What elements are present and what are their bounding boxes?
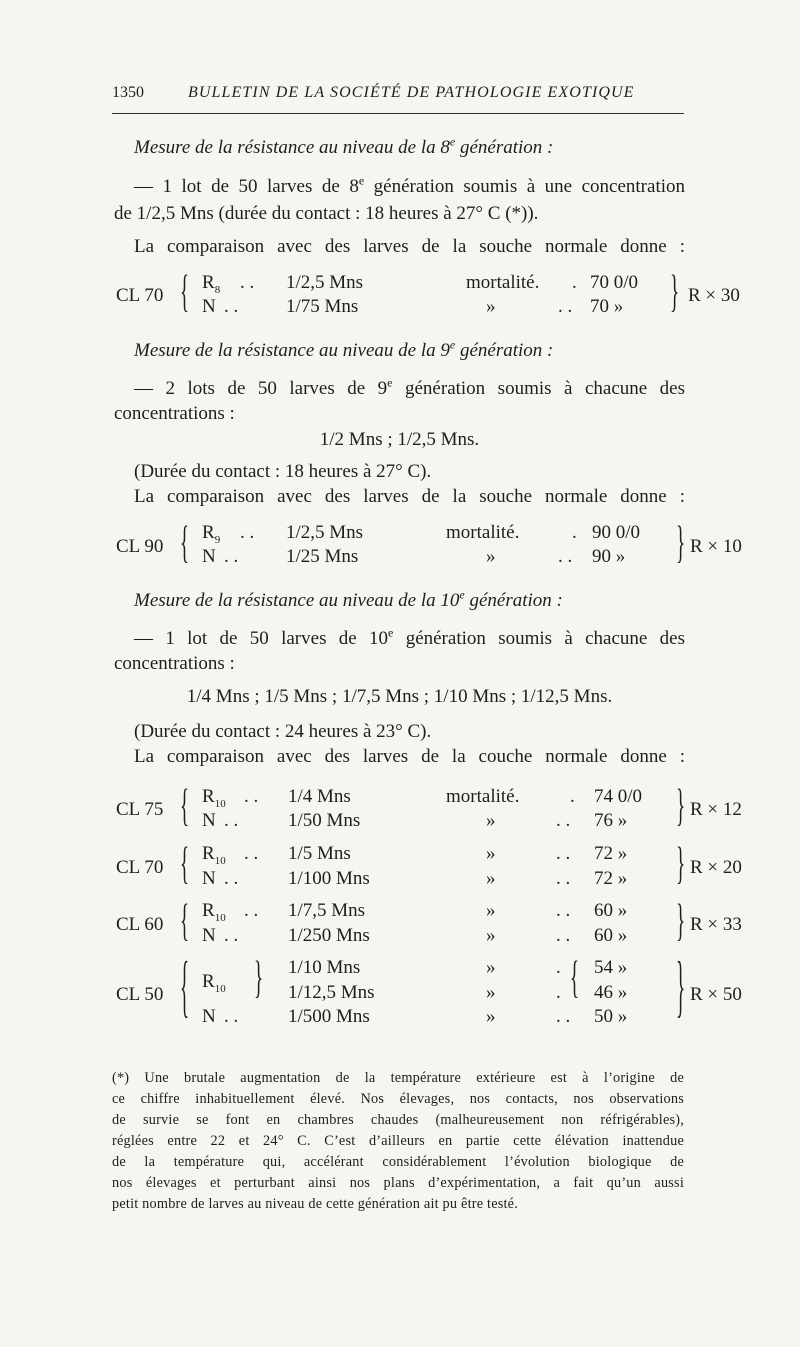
right-brace: } [670,267,680,318]
header-rule [112,113,684,114]
leader-dots: . [572,522,577,543]
leader-dots: . . [224,296,239,317]
left-brace: { [180,839,190,890]
mortality-label: » [486,1006,496,1027]
mortality-label: » [486,982,496,1003]
concentration: 1/5 Mns [288,843,351,864]
leader-dots: . . [224,925,239,946]
strain-label: $R_{10}$ [202,900,226,924]
leader-dots: . . [244,900,259,921]
mortality-label: mortalité. [446,522,520,543]
resistance-factor: R × 50 [690,984,742,1005]
strain-label: N [202,546,216,567]
mortality-label: mortalité. [446,786,520,807]
footnote-line: nos élevages et perturbant ainsi nos plans d’expérimentation, a fait qu’un aussi [112,1175,684,1191]
leader-dots: . [572,272,577,293]
mortality-label: » [486,843,496,864]
mortality-percent: 76 » [594,810,628,831]
paragraph-line: (Durée du contact : 24 heures à 23° C). [134,721,432,742]
mortality-percent: 54 » [594,957,628,978]
mortality-percent: 74 0/0 [594,786,643,807]
leader-dots: . . [556,810,571,831]
mortality-label: » [486,546,496,567]
concentration: 1/500 Mns [288,1006,370,1027]
mortality-percent: 70 0/0 [590,272,639,293]
cl-label: CL 70 [116,857,164,878]
concentration: 1/2,5 Mns [286,522,364,543]
footnote-line: réglées entre 22 et 24° C. C’est d’ailleurs en partie cette élévation inattendue [112,1133,684,1149]
leader-dots: . . [244,786,259,807]
paragraph-line: (Durée du contact : 18 heures à 27° C). [134,461,432,482]
paragraph-line: — 1 lot de 50 larves de 8e génération soumis à une concentration [134,173,685,197]
resistance-factor: R × 30 [688,285,740,306]
leader-dots: . . [224,810,239,831]
mortality-label: » [486,957,496,978]
strain-label: $R_8$ [202,272,221,296]
mortality-label: » [486,810,496,831]
left-brace: { [180,267,190,318]
page-number: 1350 [112,84,144,101]
leader-dots: . . [224,546,239,567]
leader-dots: . . [244,843,259,864]
leader-dots: . . [240,522,255,543]
strain-label: N [202,810,216,831]
mortality-label: » [486,925,496,946]
resistance-factor: R × 20 [690,857,742,878]
leader-dots: . . [556,900,571,921]
footnote-line: petit nombre de larves au niveau de cette génération ait pu être testé. [112,1196,519,1212]
concentration: 1/10 Mns [288,957,361,978]
strain-label: N [202,1006,216,1027]
leader-dots: . [556,957,561,978]
strain-label: N [202,296,216,317]
paragraph-line: concentrations : [114,403,235,424]
leader-dots: . [570,786,575,807]
strain-label: N [202,925,216,946]
paragraph-line: de 1/2,5 Mns (durée du contact : 18 heures à 27° C (*)). [114,203,539,224]
leader-dots: . . [240,272,255,293]
leader-dots: . . [556,868,571,889]
left-brace: { [180,781,190,832]
left-brace: { [180,896,190,947]
paragraph-line: 1/2 Mns ; 1/2,5 Mns. [319,429,480,450]
right-brace: } [676,781,686,832]
left-brace: { [180,951,190,1027]
mortality-percent: 72 » [594,843,628,864]
concentration: 1/12,5 Mns [288,982,375,1003]
resistance-factor: R × 12 [690,799,742,820]
mortality-percent: 70 » [590,296,624,317]
cl-label: CL 60 [116,914,164,935]
mortality-percent: 60 » [594,925,628,946]
strain-label: $R_{10}$ [202,971,226,995]
leader-dots: . . [224,1006,239,1027]
mortality-label: » [486,868,496,889]
footnote-line: (*) Une brutale augmentation de la température extérieure est à l’origine de [112,1070,684,1086]
leader-dots: . . [558,296,573,317]
leader-dots: . . [556,925,571,946]
section-heading-10: Mesure de la résistance au niveau de la 10e génération : [134,587,563,611]
leader-dots: . . [556,1006,571,1027]
leader-dots: . . [558,546,573,567]
mortality-label: » [486,900,496,921]
mortality-percent: 50 » [594,1006,628,1027]
right-brace: } [676,518,686,569]
right-brace: } [676,951,686,1027]
concentration: 1/25 Mns [286,546,359,567]
concentration: 1/50 Mns [288,810,361,831]
concentration: 1/100 Mns [288,868,370,889]
left-brace: { [180,518,190,569]
paragraph-line: La comparaison avec des larves de la souche normale donne : [134,486,685,507]
mortality-percent: 72 » [594,868,628,889]
strain-label: $R_{10}$ [202,786,226,810]
concentration: 1/75 Mns [286,296,359,317]
cl-label: CL 75 [116,799,164,820]
mortality-percent: 90 » [592,546,626,567]
leader-dots: . [556,982,561,1003]
cl-label: CL 90 [116,536,164,557]
concentration: 1/7,5 Mns [288,900,366,921]
footnote-line: ce chiffre inhabituellement élevé. Nos élevages, nos contacts, nos observations [112,1091,684,1107]
footnote-line: de survie se font en chambres chaudes (malheureusement non réfrigérables), [112,1112,684,1128]
mortality-percent: 46 » [594,982,628,1003]
strain-label: $R_9$ [202,522,221,546]
resistance-factor: R × 33 [690,914,742,935]
running-title: BULLETIN DE LA SOCIÉTÉ DE PATHOLOGIE EXOTIQUE [188,84,635,101]
leader-dots: . . [556,843,571,864]
paragraph-line: La comparaison avec des larves de la souche normale donne : [134,236,685,257]
paragraph-line: La comparaison avec des larves de la couche normale donne : [134,746,685,767]
paragraph-line: — 1 lot de 50 larves de 10e génération soumis à chacune des [134,625,685,649]
strain-label: N [202,868,216,889]
cl-label: CL 70 [116,285,164,306]
right-brace: } [676,839,686,890]
mortality-percent: 90 0/0 [592,522,641,543]
section-heading-8: Mesure de la résistance au niveau de la 8e génération : [134,134,554,158]
cl-label: CL 50 [116,984,164,1005]
mortality-label: » [486,296,496,317]
right-brace: } [676,896,686,947]
inner-brace: } [254,953,264,1004]
paragraph-line: 1/4 Mns ; 1/5 Mns ; 1/7,5 Mns ; 1/10 Mns ; 1/12,5 Mns. [186,686,613,707]
paragraph-line: — 2 lots de 50 larves de 9e génération soumis à chacune des [134,375,686,399]
concentration: 1/2,5 Mns [286,272,364,293]
strain-label: $R_{10}$ [202,843,226,867]
running-header [112,84,684,106]
leader-dots: . . [224,868,239,889]
mortality-percent: 60 » [594,900,628,921]
concentration: 1/250 Mns [288,925,370,946]
concentration: 1/4 Mns [288,786,351,807]
paragraph-line: concentrations : [114,653,235,674]
inner-brace: { [570,953,580,1004]
footnote-line: de la température qui, accélérant considérablement l’évolution biologique de [112,1154,684,1170]
mortality-label: mortalité. [466,272,540,293]
section-heading-9: Mesure de la résistance au niveau de la 9e génération : [134,337,554,361]
resistance-factor: R × 10 [690,536,742,557]
